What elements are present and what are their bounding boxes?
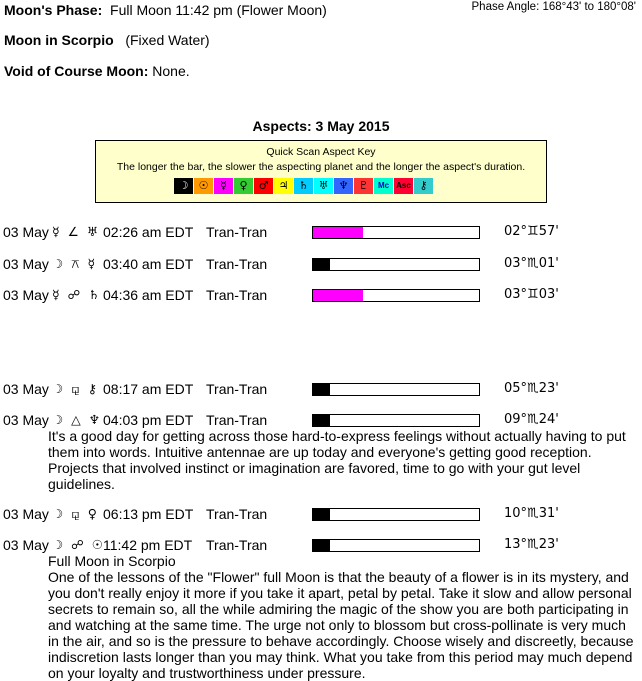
aspect-position: 13°♏23' [504,537,559,552]
chiron-key-icon: ⚷ [414,178,433,194]
aspect-position: 03°♊03' [504,287,559,302]
aspect-duration-fill [313,227,363,238]
aspect-position: 09°♏24' [504,412,559,427]
aspect-glyphs: ☽ ⚻ ☿ [52,256,98,271]
aspect-time: 08:17 am EDT [103,381,194,397]
aspect-description [48,428,636,492]
aspect-type: Tran-Tran [206,287,268,303]
moon-key-icon: ☽ [174,178,193,194]
ascendant-key-icon: Asc [394,178,413,194]
aspect-duration-bar [312,258,480,271]
aspect-type: Tran-Tran [206,412,268,428]
aspect-type: Tran-Tran [206,256,268,272]
aspect-duration-bar [312,289,480,302]
key-title: Quick Scan Aspect Key [266,146,376,158]
aspect-date: 03 May [3,381,49,397]
venus-key-icon: ♀ [234,178,253,194]
aspect-time: 11:42 pm EDT [103,537,193,553]
aspect-date: 03 May [3,224,49,240]
jupiter-key-icon: ♃ [274,178,293,194]
moon-sign-value: (Fixed Water) [125,32,210,48]
aspect-duration-bar [312,414,480,427]
aspect-glyphs: ☽ ☍ ☉ [52,537,106,552]
aspect-duration-fill [313,509,330,520]
moon-phase-label: Moon's Phase: [4,2,103,18]
aspect-duration-fill [313,290,363,301]
aspect-glyphs: ☿ ☍ ♄ [52,287,102,302]
aspect-duration-bar [312,508,480,521]
aspect-date: 03 May [3,256,49,272]
aspect-duration-fill [313,540,330,551]
mars-key-icon: ♂ [254,178,273,194]
aspect-type: Tran-Tran [206,537,268,553]
aspect-description-heading: Full Moon in Scorpio [48,553,176,569]
aspects-title: Aspects: 3 May 2015 [252,118,390,134]
aspect-time: 04:03 pm EDT [103,412,194,428]
midheaven-key-icon: Mc [374,178,393,194]
aspect-description-text: It's a good day for getting across those hard-to-express feelings without actually having to put them into words. Intuitive antennae are up today and everyone's getting good reception. Projects that involved instinct or imagination are favored, time to go with your gut level guidelines. [48,428,626,492]
aspect-position: 02°♊57' [504,224,559,239]
aspect-duration-bar [312,383,480,396]
void-of-course-line [4,63,190,79]
aspect-date: 03 May [3,506,49,522]
aspect-position: 03°♏01' [504,256,559,271]
aspect-position: 10°♏31' [504,506,559,521]
aspect-glyphs: ☽ △ ♆ [52,412,102,427]
aspect-type: Tran-Tran [206,381,268,397]
void-of-course-value: None. [152,63,190,79]
aspect-duration-fill [313,415,330,426]
aspect-time: 03:40 am EDT [103,256,194,272]
aspect-duration-bar [312,226,480,239]
key-description: The longer the bar, the slower the aspecting planet and the longer the aspect's duration. [116,161,526,173]
aspect-time: 04:36 am EDT [103,287,194,303]
moon-sign-line [4,32,210,48]
aspect-date: 03 May [3,537,49,553]
pluto-key-icon: ♇ [354,178,373,194]
aspect-time: 06:13 pm EDT [103,506,194,522]
aspect-glyphs: ☽ ⚼ ♀ [52,506,99,521]
aspect-description [48,553,636,681]
aspect-description-text: One of the lessons of the "Flower" full Moon is that the beauty of a flower is in its mystery, and you don't really enjoy it more if you take it apart, petal by petal. Take it slow and allow personal secrets to remain so, all the while admiring the magic of the show you are both participating in and watching at the same time. The urge not only to blossom but cross-pollinate is very much in the air, and so is the pressure to behave accordingly. Choose wisely and discreetly, because indiscretion lasts longer than you may think. What you take from this period may much depend on your loyalty and trustworthiness under pressure. [48,569,634,681]
aspect-type: Tran-Tran [206,506,268,522]
sun-key-icon: ☉ [194,178,213,194]
aspect-position: 05°♏23' [504,381,559,396]
aspect-date: 03 May [3,412,49,428]
void-of-course-label: Void of Course Moon: [4,63,149,79]
saturn-key-icon: ♄ [294,178,313,194]
neptune-key-icon: ♆ [334,178,353,194]
moon-phase-line [4,2,327,18]
uranus-key-icon: ♅ [314,178,333,194]
aspect-time: 02:26 am EDT [103,224,194,240]
aspect-glyphs: ☽ ⚼ ⚷ [52,381,99,396]
aspect-duration-fill [313,259,330,270]
aspect-duration-fill [313,384,330,395]
aspect-type: Tran-Tran [206,224,268,240]
moon-sign-label: Moon in Scorpio [4,32,114,48]
phase-angle: Phase Angle: 168°43' to 180°08' [471,1,636,13]
key-planet-icons [174,178,434,194]
aspect-duration-bar [312,539,480,552]
mercury-key-icon: ☿ [214,178,233,194]
aspect-date: 03 May [3,287,49,303]
quick-scan-key [95,140,547,203]
moon-phase-value: Full Moon 11:42 pm (Flower Moon) [110,2,327,18]
aspect-glyphs: ☿ ∠ ♅ [52,224,101,239]
